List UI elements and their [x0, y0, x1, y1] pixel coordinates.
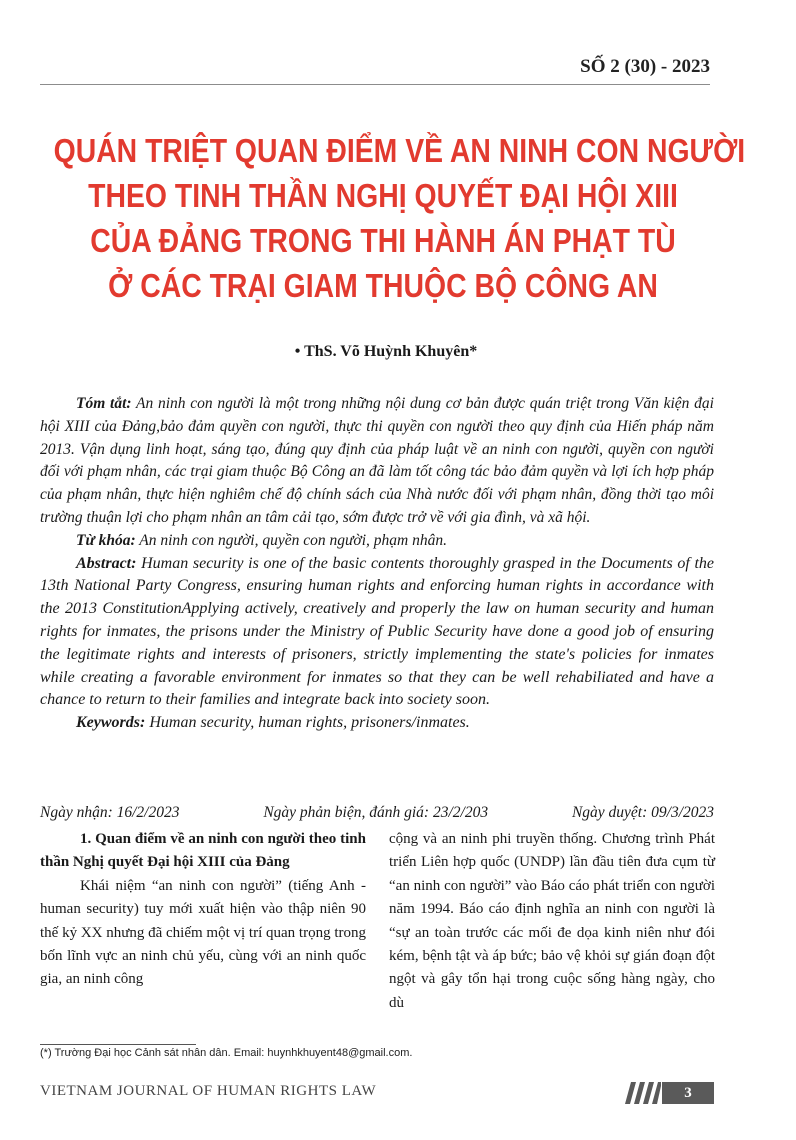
- keywords-en-text: Human security, human rights, prisoners/inmates.: [145, 714, 470, 732]
- body-paragraph-right: cộng và an ninh phi truyền thống. Chương trình Phát triển Liên hợp quốc (UNDP) lần đầu tiên đưa cụm từ “an ninh con người” vào Báo cáo phát triển con người năm 1994. Báo cáo định nghĩa an ninh con người là “sự an toàn trước các mối đe dọa kinh niên như đói kém, bệnh tật và áp bức; bảo vệ khỏi sự gián đoạn đột ngột và gây tổn hại trong cuộc sống hàng ngày, cho dù: [389, 831, 715, 1011]
- abstract-paragraph: [40, 553, 714, 713]
- title-line-1: QUÁN TRIỆT QUAN ĐIỂM VỀ AN NINH CON NGƯỜI: [53, 132, 746, 169]
- author-byline: • ThS. Võ Huỳnh Khuyên*: [294, 343, 478, 360]
- summary-paragraph: [40, 393, 714, 530]
- section-heading: 1. Quan điểm về an ninh con người theo tinh thần Nghị quyết Đại hội XIII của Đảng: [40, 831, 366, 871]
- issue-number: SỐ 2 (30) - 2023: [580, 56, 710, 77]
- title-line-2: THEO TINH THẦN NGHỊ QUYẾT ĐẠI HỘI XIII: [88, 177, 678, 214]
- keywords-vi-label: Từ khóa:: [76, 531, 136, 549]
- summary-text: An ninh con người là một trong những nội dung cơ bản được quán triệt trong Văn kiện đại hội XIII của Đảng,bảo đảm quyền con người, thực thi quyền con người theo quy định của Hiến pháp năm 2013. Vận dụng linh hoạt, sáng tạo, đúng quy định của pháp luật về an ninh con người, quyền con người đối với phạm nhân, các trại giam thuộc Bộ Công an đã làm tốt công tác bảo đảm quyền và lợi ích hợp pháp của phạm nhân, thực hiện nghiêm chế độ chính sách của Nhà nước đối với phạm nhân, đồng thời tạo môi trường thuận lợi cho phạm nhân an tâm cải tạo, sớm được trở về với gia đình, và xã hội.: [40, 395, 714, 526]
- dates-line: [40, 804, 714, 822]
- stripes-decoration: [625, 1082, 661, 1104]
- page-number: 3: [662, 1082, 714, 1104]
- title-line-4: Ở CÁC TRẠI GIAM THUỘC BỘ CÔNG AN: [108, 267, 658, 304]
- header-rule: [40, 84, 710, 85]
- abstract-label: Abstract:: [76, 554, 137, 572]
- body-column-left: [40, 828, 366, 992]
- abstract-text: Human security is one of the basic contents thoroughly grasped in the Documents of the 13th National Party Congress, ensuring human rights and enforcing human rights in accordance with the 2013 ConstitutionApplying actively, creatively and properly the law on human security and human rights for inmates, the prisons under the Ministry of Public Security have done a good job of ensuring the legitimate rights and interests of prisoners, strictly implementing the state's policies for inmates while creating a favorable environment for inmates so that they can be well rehabiliated and have a chance to return to their families and integrate back into society soon.: [40, 554, 714, 709]
- date-received: Ngày nhận: 16/2/2023: [40, 804, 180, 821]
- footnote: (*) Trường Đại học Cảnh sát nhân dân. Email: huynhkhuyent48@gmail.com.: [40, 1047, 413, 1059]
- date-approved: Ngày duyệt: 09/3/2023: [571, 804, 714, 821]
- footnote-rule: [40, 1044, 196, 1045]
- body-column-right: [389, 828, 715, 1015]
- article-title: [53, 128, 746, 308]
- title-line-3: CỦA ĐẢNG TRONG THI HÀNH ÁN PHẠT TÙ: [90, 222, 676, 259]
- journal-name: VIETNAM JOURNAL OF HUMAN RIGHTS LAW: [40, 1083, 377, 1099]
- keywords-vi-text: An ninh con người, quyền con người, phạm nhân.: [135, 531, 447, 549]
- keywords-vi-paragraph: [40, 530, 714, 553]
- date-reviewed: Ngày phản biện, đánh giá: 23/2/203: [263, 804, 489, 821]
- body-paragraph-left: Khái niệm “an ninh con người” (tiếng Anh - human security) tuy mới xuất hiện vào thập niên 90 thế kỷ XX nhưng đã chiếm một vị trí quan trọng trong bốn lĩnh vực an ninh chủ yếu, cùng với an ninh quốc gia, an ninh công: [40, 877, 366, 988]
- keywords-en-paragraph: [40, 712, 714, 735]
- summary-label: Tóm tắt:: [76, 395, 132, 412]
- abstract-block: [40, 393, 714, 735]
- keywords-en-label: Keywords:: [76, 714, 146, 732]
